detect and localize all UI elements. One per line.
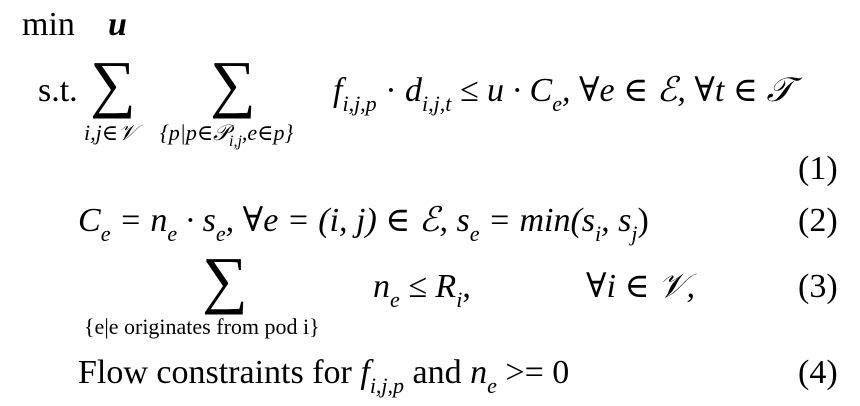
objective-variable: u — [108, 6, 127, 43]
equation-number-1: (1) — [798, 150, 838, 187]
constraint-1-body: $f_{i,j,p} \cdot d_{i,j,t} \le u \cdot C_e$, ∀e ∈ ℰ, ∀t ∈ 𝒯 — [333, 72, 793, 116]
sum-limit-1: i,j∈𝒱 — [84, 120, 137, 145]
sum-symbol-3: ∑ — [202, 244, 248, 315]
constraint-3-domain: ∀i ∈ 𝒱, — [586, 268, 695, 305]
constraint-2-body: $C_e = n_e \cdot s_e$, ∀e = (i, j) ∈ ℰ, $s_e = \min(s_i$, $s_j$) — [78, 202, 649, 246]
sum-limit-3: {e|e originates from pod i} — [84, 314, 320, 339]
subject-to-label: s.t. — [38, 72, 78, 109]
sum-symbol-1: ∑ — [90, 48, 136, 119]
sum-limit-2: {p|p∈𝒫$_{i,j}$,e∈p} — [160, 120, 294, 150]
equation-number-3: (3) — [798, 268, 838, 305]
constraint-3-body: $n_e \le R_i$, — [373, 268, 471, 312]
objective-keyword: min — [22, 6, 75, 43]
equation-number-2: (2) — [798, 202, 838, 239]
constraint-4-body: Flow constraints for $f_{i,j,p}$ and $n_e >= 0$ — [78, 354, 570, 398]
equation-number-4: (4) — [798, 354, 838, 391]
sum-symbol-2: ∑ — [210, 48, 256, 119]
